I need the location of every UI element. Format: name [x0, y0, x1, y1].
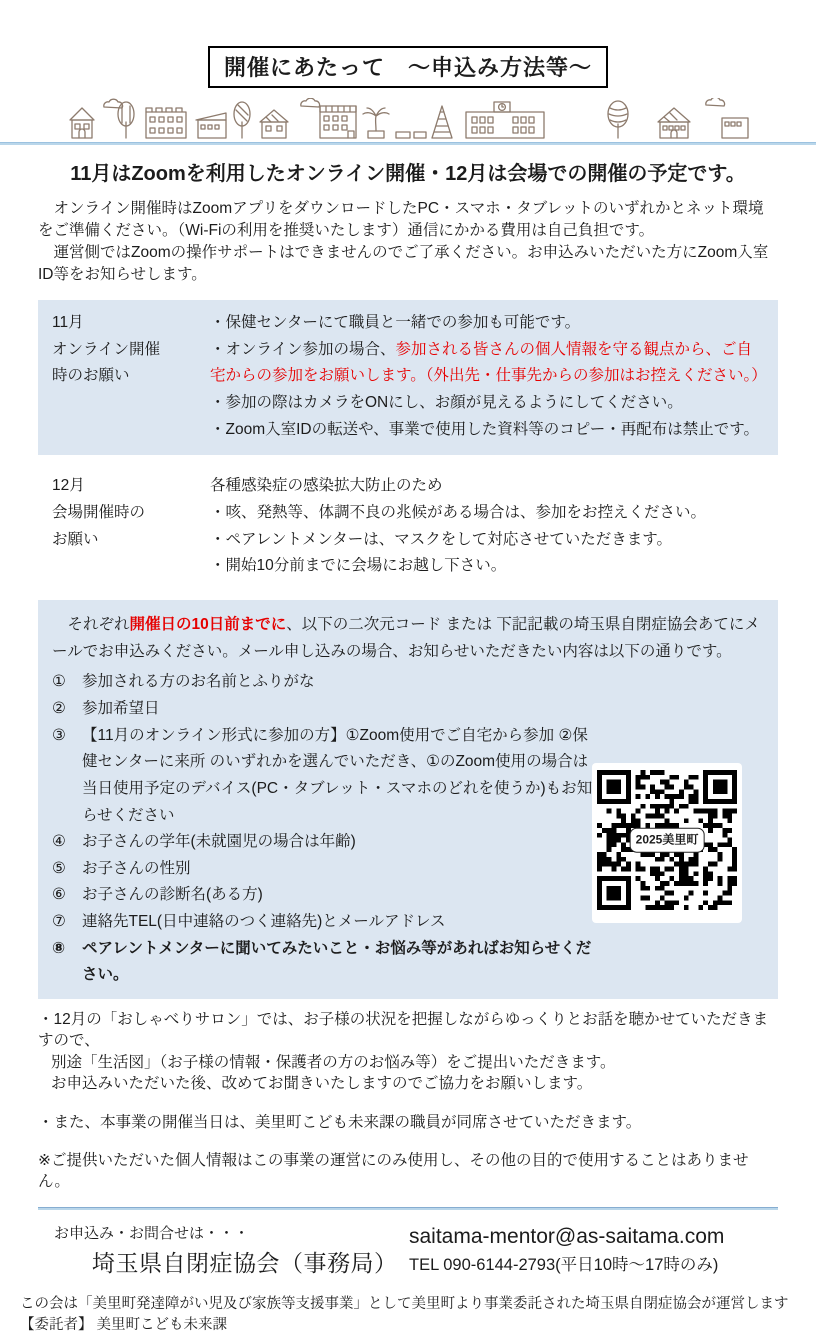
organization-name: 埼玉県自閉症協会（事務局）: [92, 1249, 398, 1276]
december-line-1: 各種感染症の感染拡大防止のため: [210, 477, 443, 495]
december-line-3: ・ペアレントメンターは、マスクをして対応させていただきます。: [210, 530, 672, 548]
contact-intro: お申込み・お問合せは・・・: [54, 1224, 250, 1242]
intro-paragraphs: [38, 198, 778, 286]
november-request-box: [38, 300, 778, 455]
staff-note: ・また、本事業の開催当日は、美里町こども未来課の職員が同席させていただきます。: [38, 1113, 642, 1131]
contact-footer: [38, 1210, 778, 1278]
apply-item: ③ 【11月のオンライン形式に参加の方】①Zoom使用でご自宅から参加 ②保健センターに来所 のいずれかを選んでいただき、①のZoom使用の場合は当日使用予定のデバイス(PC・タブレット・スマホのどれを使うか)もお知らせください: [52, 726, 593, 824]
document-header: [0, 0, 816, 88]
contact-phone: TEL 090-6144-2793(平日10時～17時のみ): [409, 1255, 719, 1274]
december-request-box: [38, 463, 778, 592]
deadline-red-text: 開催日の10日前までに: [129, 615, 287, 633]
application-box: [38, 600, 778, 999]
salon-note-line-2: 別途「生活図」（お子様の情報・保護者の方のお悩み等）をご提出いただきます。: [51, 1053, 616, 1071]
contact-email: saitama-mentor@as-saitama.com: [409, 1224, 725, 1248]
contact-left: [54, 1222, 409, 1278]
intro-paragraph-2: 運営側ではZoomの操作サポートはできませんのでご了承ください。お申込みいただいた方にZoom入室ID等をお知らせします。: [38, 244, 769, 283]
november-line-1: ・保健センターにて職員と一緒での参加も可能です。: [210, 314, 581, 331]
qr-panel: [592, 763, 742, 923]
divider-top: [0, 142, 816, 145]
december-body: [210, 473, 764, 580]
town-illustration-band: [0, 98, 816, 142]
notes-section: [38, 1009, 778, 1193]
november-line-3: ・参加の際はカメラをONにし、お顔が見えるようにしてください。: [210, 393, 683, 411]
apply-item: ② 参加希望日: [52, 699, 160, 717]
november-line-4: ・Zoom入室IDの転送や、事業で使用した資料等のコピー・再配布は禁止です。: [210, 420, 759, 438]
qr-code-label: 2025美里町: [630, 828, 705, 853]
apply-item: ⑤ お子さんの性別: [52, 859, 191, 877]
december-label: 12月 会場開催時の お願い: [52, 477, 146, 548]
apply-item: ④ お子さんの学年(未就園児の場合は年齢): [52, 833, 356, 851]
commission-note: [0, 1294, 816, 1337]
commission-line-1: この会は「美里町発達障がい児及び家族等支援事業」として美里町より事業委託された埼玉県自閉症協会が運営します: [20, 1295, 789, 1312]
contact-right: [409, 1222, 764, 1275]
privacy-note: ※ご提供いただいた個人情報はこの事業の運営にのみ使用し、その他の目的で使用することはありません。: [38, 1151, 749, 1191]
november-line-2: ・オンライン参加の場合、参加される皆さんの個人情報を守る観点から、ご自宅からの参加をお願いします。（外出先・仕事先からの参加はお控えください。）: [210, 340, 767, 385]
apply-item: ① 参加される方のお名前とふりがな: [52, 673, 315, 691]
privacy-warning-red-text: 参加される皆さんの個人情報を守る観点から、ご自宅からの参加をお願いします。（外出先・仕事先からの参加はお控えください。）: [210, 340, 767, 385]
apply-item: ⑥ お子さんの診断名(ある方): [52, 886, 263, 904]
december-line-2: ・咳、発熱等、体調不良の兆候がある場合は、参加をお控えください。: [210, 503, 707, 521]
november-body: [210, 310, 767, 443]
town-illustration: [58, 98, 758, 142]
salon-note-line-1: ・12月の「おしゃべりサロン」では、お子様の状況を把握しながらゆっくりとお話を聴かせていただきますので、: [38, 1011, 769, 1050]
qr-code: [597, 770, 737, 910]
page-title: 開催にあたって ～申込み方法等～: [208, 46, 608, 88]
commission-line-2: 【委託者】 美里町こども未来課: [20, 1317, 228, 1334]
application-intro: それぞれ開催日の10日前までに、以下の二次元コード または 下記記載の埼玉県自閉症協会あてにメールでお申込みください。メール申し込みの場合、お知らせいただきたい内容は以下の通りです。: [52, 615, 760, 660]
apply-item: ⑧ ペアレントメンターに聞いてみたいこと・お悩み等があればお知らせください。: [52, 939, 592, 984]
salon-note-line-3: お申込みいただいた後、改めてお聞きいたしますのでご協力をお願いします。: [51, 1075, 593, 1093]
apply-item: ⑦ 連絡先TEL(日中連絡のつく連絡先)とメールアドレス: [52, 913, 446, 931]
main-heading: 11月はZoomを利用したオンライン開催・12月は会場での開催の予定です。: [70, 163, 746, 185]
november-label: 11月 オンライン開催 時のお願い: [52, 314, 161, 385]
intro-paragraph-1: オンライン開催時はZoomアプリをダウンロードしたPC・スマホ・タブレットのいずれかとネット環境をご準備ください。（Wi-Fiの利用を推奨いたします）通信にかかる費用は自己負担です。: [38, 200, 764, 239]
december-line-4: ・開始10分前までに会場にお越し下さい。: [210, 557, 507, 575]
